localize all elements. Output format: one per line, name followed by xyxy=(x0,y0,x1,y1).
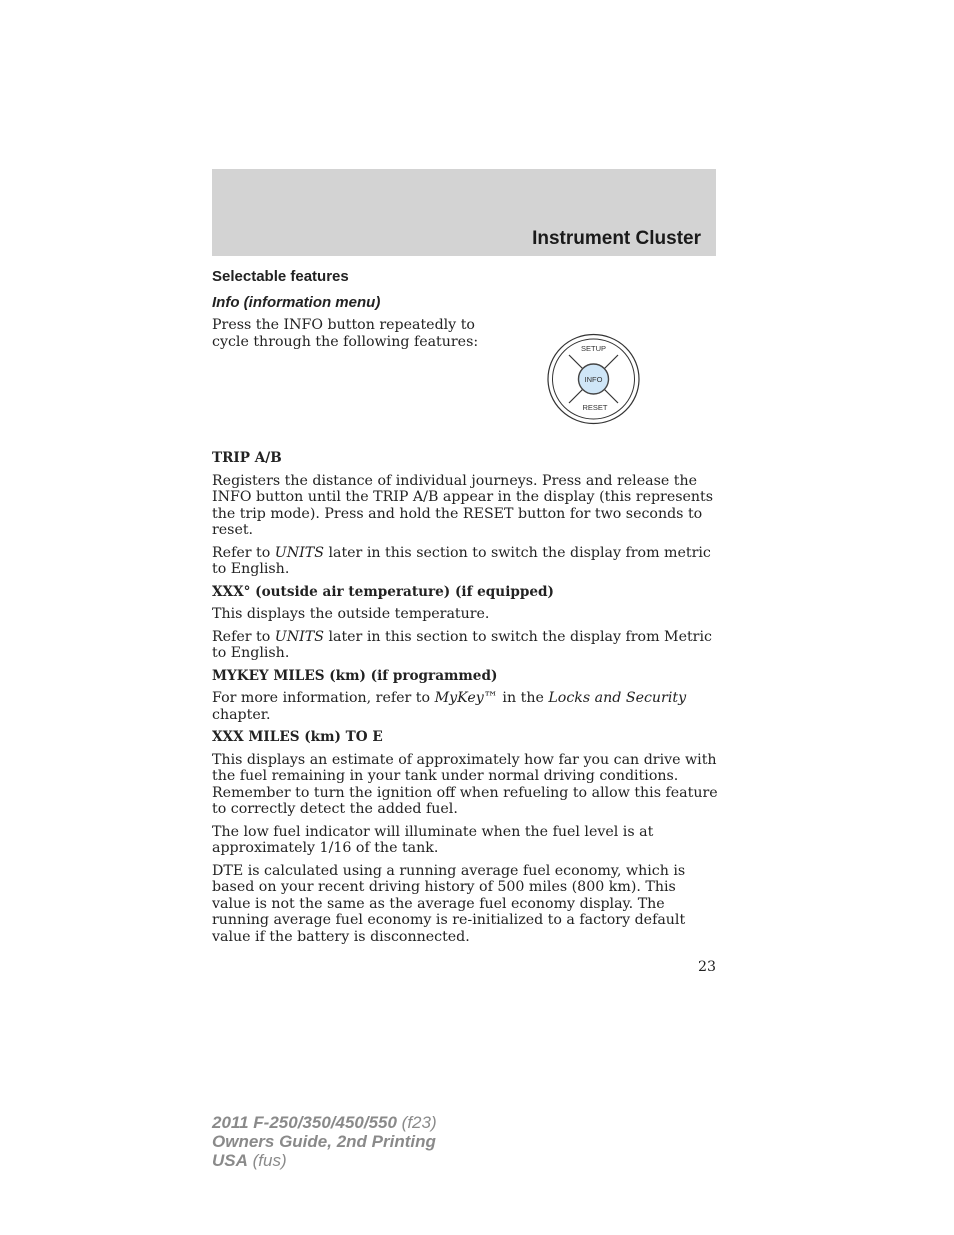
dte-paragraph-3: DTE is calculated using a running average fuel economy, which is based on your recent driving history of 500 miles (800 km). This value is not the same as the average fuel economy display. The running average fuel economy is re-initialized to a factory default value if the battery is disconnected. xyxy=(212,862,686,945)
units-reference: UNITS xyxy=(274,628,324,645)
document-footer xyxy=(212,1113,437,1170)
reset-label: RESET xyxy=(582,403,608,412)
dte-heading: XXX MILES (km) TO E xyxy=(212,729,383,745)
mykey-reference: MyKey™ xyxy=(434,690,498,706)
mykey-paragraph: For more information, refer to MyKey™ in the Locks and Security chapter. xyxy=(212,690,687,723)
temperature-paragraph-1: This displays the outside temperature. xyxy=(212,606,490,622)
header-band xyxy=(212,169,716,256)
section-title: Selectable features xyxy=(212,268,349,285)
intro-paragraph: Press the INFO button repeatedly to cycle through the following features: xyxy=(212,317,479,350)
trip-heading: TRIP A/B xyxy=(212,450,282,466)
dte-paragraph-1: This displays an estimate of approximately how far you can drive with the fuel remaining in your tank under normal driving conditions. Remember to turn the ignition off when refueling to allow this feature to correctly detect the added fuel. xyxy=(212,751,718,817)
chapter-title: Instrument Cluster xyxy=(532,228,701,249)
trip-paragraph-2: Refer to UNITS later in this section to switch the display from metric to English. xyxy=(212,544,711,577)
steering-wheel-control-illustration xyxy=(546,333,641,425)
footer-line-1: 2011 F-250/350/450/550 (f23) xyxy=(212,1113,437,1132)
mykey-heading: MYKEY MILES (km) (if programmed) xyxy=(212,667,498,684)
temperature-heading: XXX° (outside air temperature) (if equipped) xyxy=(212,583,554,600)
info-label: INFO xyxy=(584,375,603,384)
subsection-title: Info (information menu) xyxy=(212,294,381,311)
setup-label: SETUP xyxy=(580,344,607,353)
footer-line-2: Owners Guide, 2nd Printing xyxy=(212,1132,436,1151)
temperature-paragraph-2: Refer to UNITS later in this section to switch the display from Metric to English. xyxy=(212,628,712,661)
dte-paragraph-2: The low fuel indicator will illuminate when the fuel level is at approximately 1/16 of the tank. xyxy=(212,823,654,856)
units-reference: UNITS xyxy=(274,544,324,561)
locks-security-reference: Locks and Security xyxy=(548,690,687,706)
body-text xyxy=(212,450,718,945)
trip-paragraph-1: Registers the distance of individual journeys. Press and release the INFO button until the TRIP A/B appear in the display (this represents the trip mode). Press and hold the RESET button for two seconds to reset. xyxy=(212,472,714,538)
page-number: 23 xyxy=(697,959,716,975)
footer-line-3: USA (fus) xyxy=(212,1151,287,1170)
